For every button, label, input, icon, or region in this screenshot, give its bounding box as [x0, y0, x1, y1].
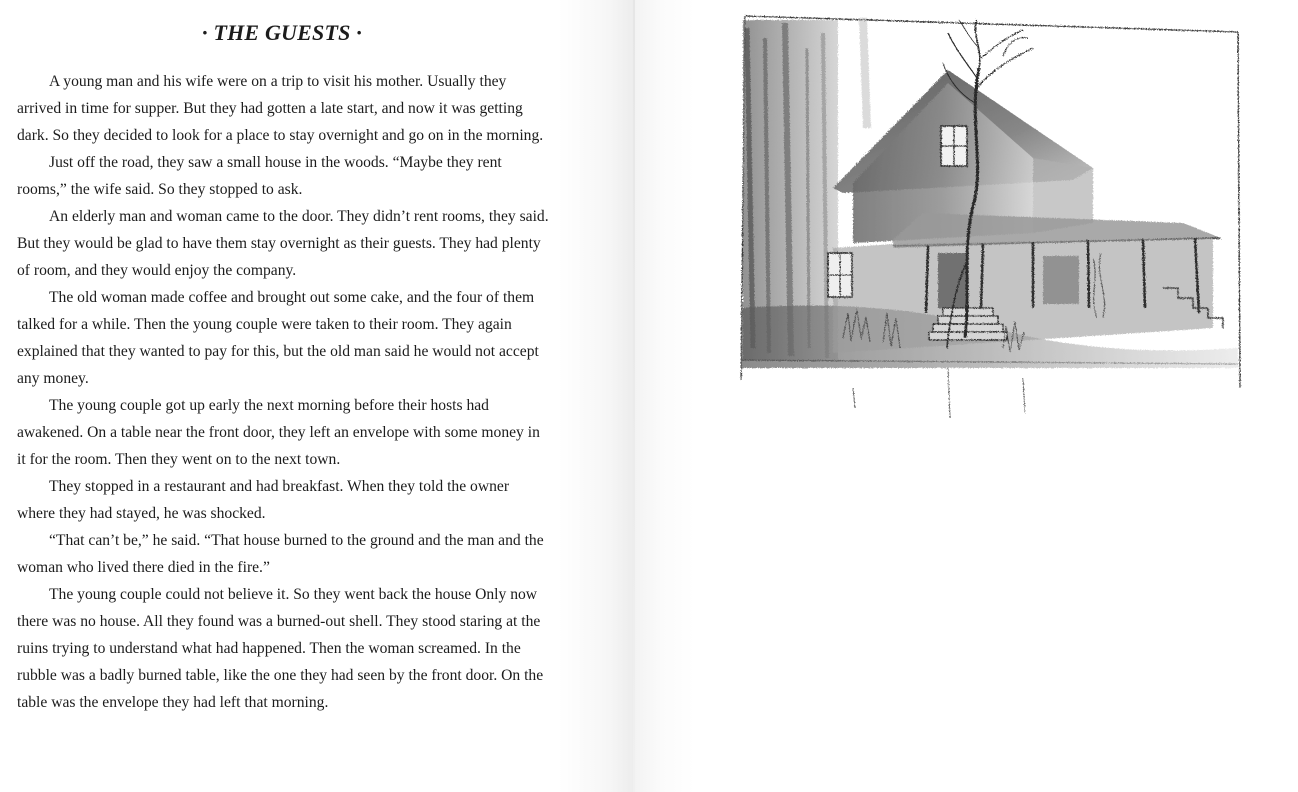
paragraph: The old woman made coffee and brought out some cake, and the four of them talked for a while. Then the young couple were taken to their room. They again explained that they wanted to pay for this, but the old man said he would not accept any money. [17, 289, 539, 387]
paragraph: An elderly man and woman came to the door. They didn’t rent rooms, they said. But they would be glad to have them stay overnight as their guests. They had plenty of room, and they would enjoy the company. [17, 208, 549, 279]
story-text [17, 68, 549, 716]
paragraph: They stopped in a restaurant and had breakfast. When they told the owner where they had stayed, he was shocked. [17, 478, 510, 522]
paragraph: The young couple got up early the next morning before their hosts had awakened. On a table near the front door, they left an envelope with some money in it for the room. Then they went on to the next town. [17, 397, 540, 468]
left-page [0, 0, 635, 792]
house [828, 70, 1223, 353]
house-illustration [733, 8, 1253, 428]
paragraph: The young couple could not believe it. So they went back the house Only now there was no house. All they found was a burned-out shell. They stood staring at the ruins trying to understand what had happened. Then the woman screamed. In the rubble was a badly burned table, like the one they had seen by the front door. On the table was the envelope they had left that morning. [17, 586, 544, 711]
paragraph: A young man and his wife were on a trip to visit his mother. Usually they arrived in time for supper. But they had gotten a late start, and now it was getting dark. So they decided to look for a place to stay overnight and go on in the morning. [17, 73, 544, 144]
paragraph: Just off the road, they saw a small house in the woods. “Maybe they rent rooms,” the wife said. So they stopped to ask. [17, 154, 502, 198]
paragraph: “That can’t be,” he said. “That house burned to the ground and the man and the woman who lived there died in the fire.” [17, 532, 544, 576]
story-title: · THE GUESTS · [202, 20, 362, 45]
